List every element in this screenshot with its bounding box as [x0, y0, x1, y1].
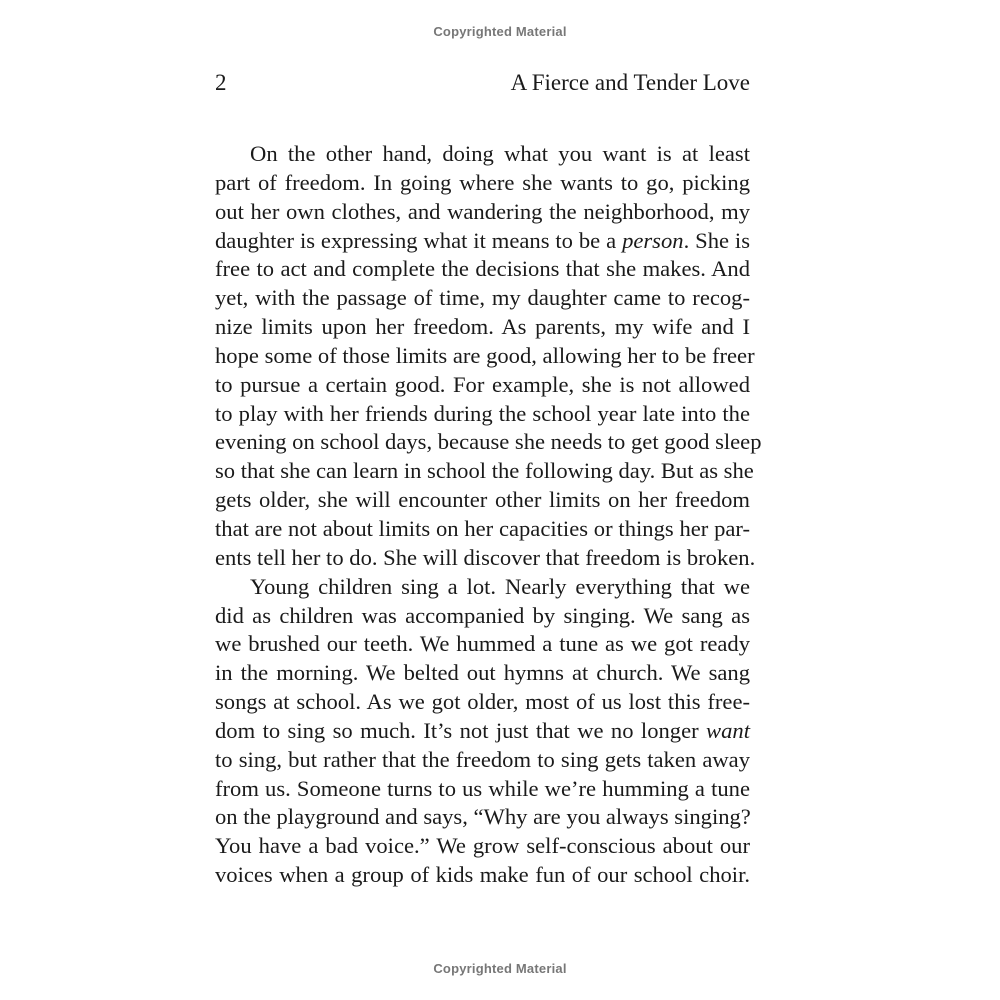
text-segment: On the other hand, doing what you want is at least [250, 141, 750, 166]
copyright-watermark-top: Copyrighted Material [433, 24, 567, 39]
text-segment: songs at school. As we got older, most of us lost this free- [215, 689, 750, 715]
text-segment: free to act and complete the decisions that she makes. And [215, 256, 750, 282]
italic-word: want [706, 717, 750, 743]
text-line [215, 227, 750, 256]
text-line [215, 746, 750, 775]
italic-word: person [622, 227, 684, 253]
text-segment: voices when a group of kids make fun of our school choir. [215, 862, 750, 888]
text-segment: daughter is expressing what it means to be a [215, 227, 623, 253]
text-line [215, 630, 750, 659]
text-segment: part of freedom. In going where she wants to go, picking [215, 169, 750, 195]
text-segment: to play with her friends during the school year late into the [215, 400, 750, 426]
text-segment: in the morning. We belted out hymns at church. We sang [215, 660, 750, 686]
body-text [215, 140, 762, 890]
text-segment: did as children was accompanied by singing. We sang as [215, 602, 750, 628]
text-line [215, 775, 750, 804]
text-segment: to sing, but rather that the freedom to sing gets taken away [215, 746, 750, 772]
text-line [215, 573, 750, 602]
text-line [215, 688, 750, 717]
text-segment: You have a bad voice.” We grow self-conscious about our [215, 833, 750, 859]
text-segment: hope some of those limits are good, allowing her to be freer [215, 342, 755, 368]
text-line [215, 284, 750, 313]
text-line [215, 486, 750, 515]
book-title: A Fierce and Tender Love [510, 70, 750, 95]
text-segment: from us. Someone turns to us while we’re humming a tune [215, 775, 750, 801]
text-segment: gets older, she will encounter other limits on her freedom [215, 487, 750, 513]
text-segment: nize limits upon her freedom. As parents, my wife and I [215, 314, 750, 340]
text-segment: . She is [683, 227, 751, 253]
running-head [215, 68, 750, 98]
text-line [215, 400, 750, 429]
text-segment: out her own clothes, and wandering the neighborhood, my [215, 198, 750, 224]
text-segment: ents tell her to do. She will discover that freedom is broken. [215, 544, 756, 570]
text-line [215, 457, 754, 486]
text-line [215, 544, 756, 573]
text-line [215, 861, 750, 890]
text-line [215, 832, 750, 861]
text-segment: yet, with the passage of time, my daughter came to recog- [215, 285, 750, 311]
text-segment: to pursue a certain good. For example, she is not allowed [215, 371, 750, 397]
text-segment: on the playground and says, “Why are you always singing? [215, 804, 751, 830]
text-segment: Young children sing a lot. Nearly everything that we [250, 573, 750, 599]
text-line [215, 428, 762, 457]
text-line [215, 198, 750, 227]
text-line [215, 602, 750, 631]
paragraph [215, 573, 750, 890]
text-line [215, 313, 750, 342]
text-line [215, 803, 750, 832]
text-line [215, 140, 750, 169]
text-segment: evening on school days, because she needs to get good sleep [215, 429, 762, 455]
paragraph [215, 140, 762, 573]
text-line [215, 371, 750, 400]
text-line [215, 342, 755, 371]
text-line [215, 169, 750, 198]
text-line [215, 515, 750, 544]
text-line [215, 717, 750, 746]
text-segment: that are not about limits on her capacities or things her par- [215, 515, 750, 541]
text-line [215, 255, 750, 284]
text-segment: dom to sing so much. It’s not just that we no longer [215, 717, 707, 743]
text-line [215, 659, 750, 688]
text-segment: so that she can learn in school the following day. But as she [215, 458, 754, 484]
copyright-watermark-bottom: Copyrighted Material [433, 961, 567, 976]
text-segment: we brushed our teeth. We hummed a tune as we got ready [215, 631, 750, 657]
page-number: 2 [215, 70, 227, 95]
